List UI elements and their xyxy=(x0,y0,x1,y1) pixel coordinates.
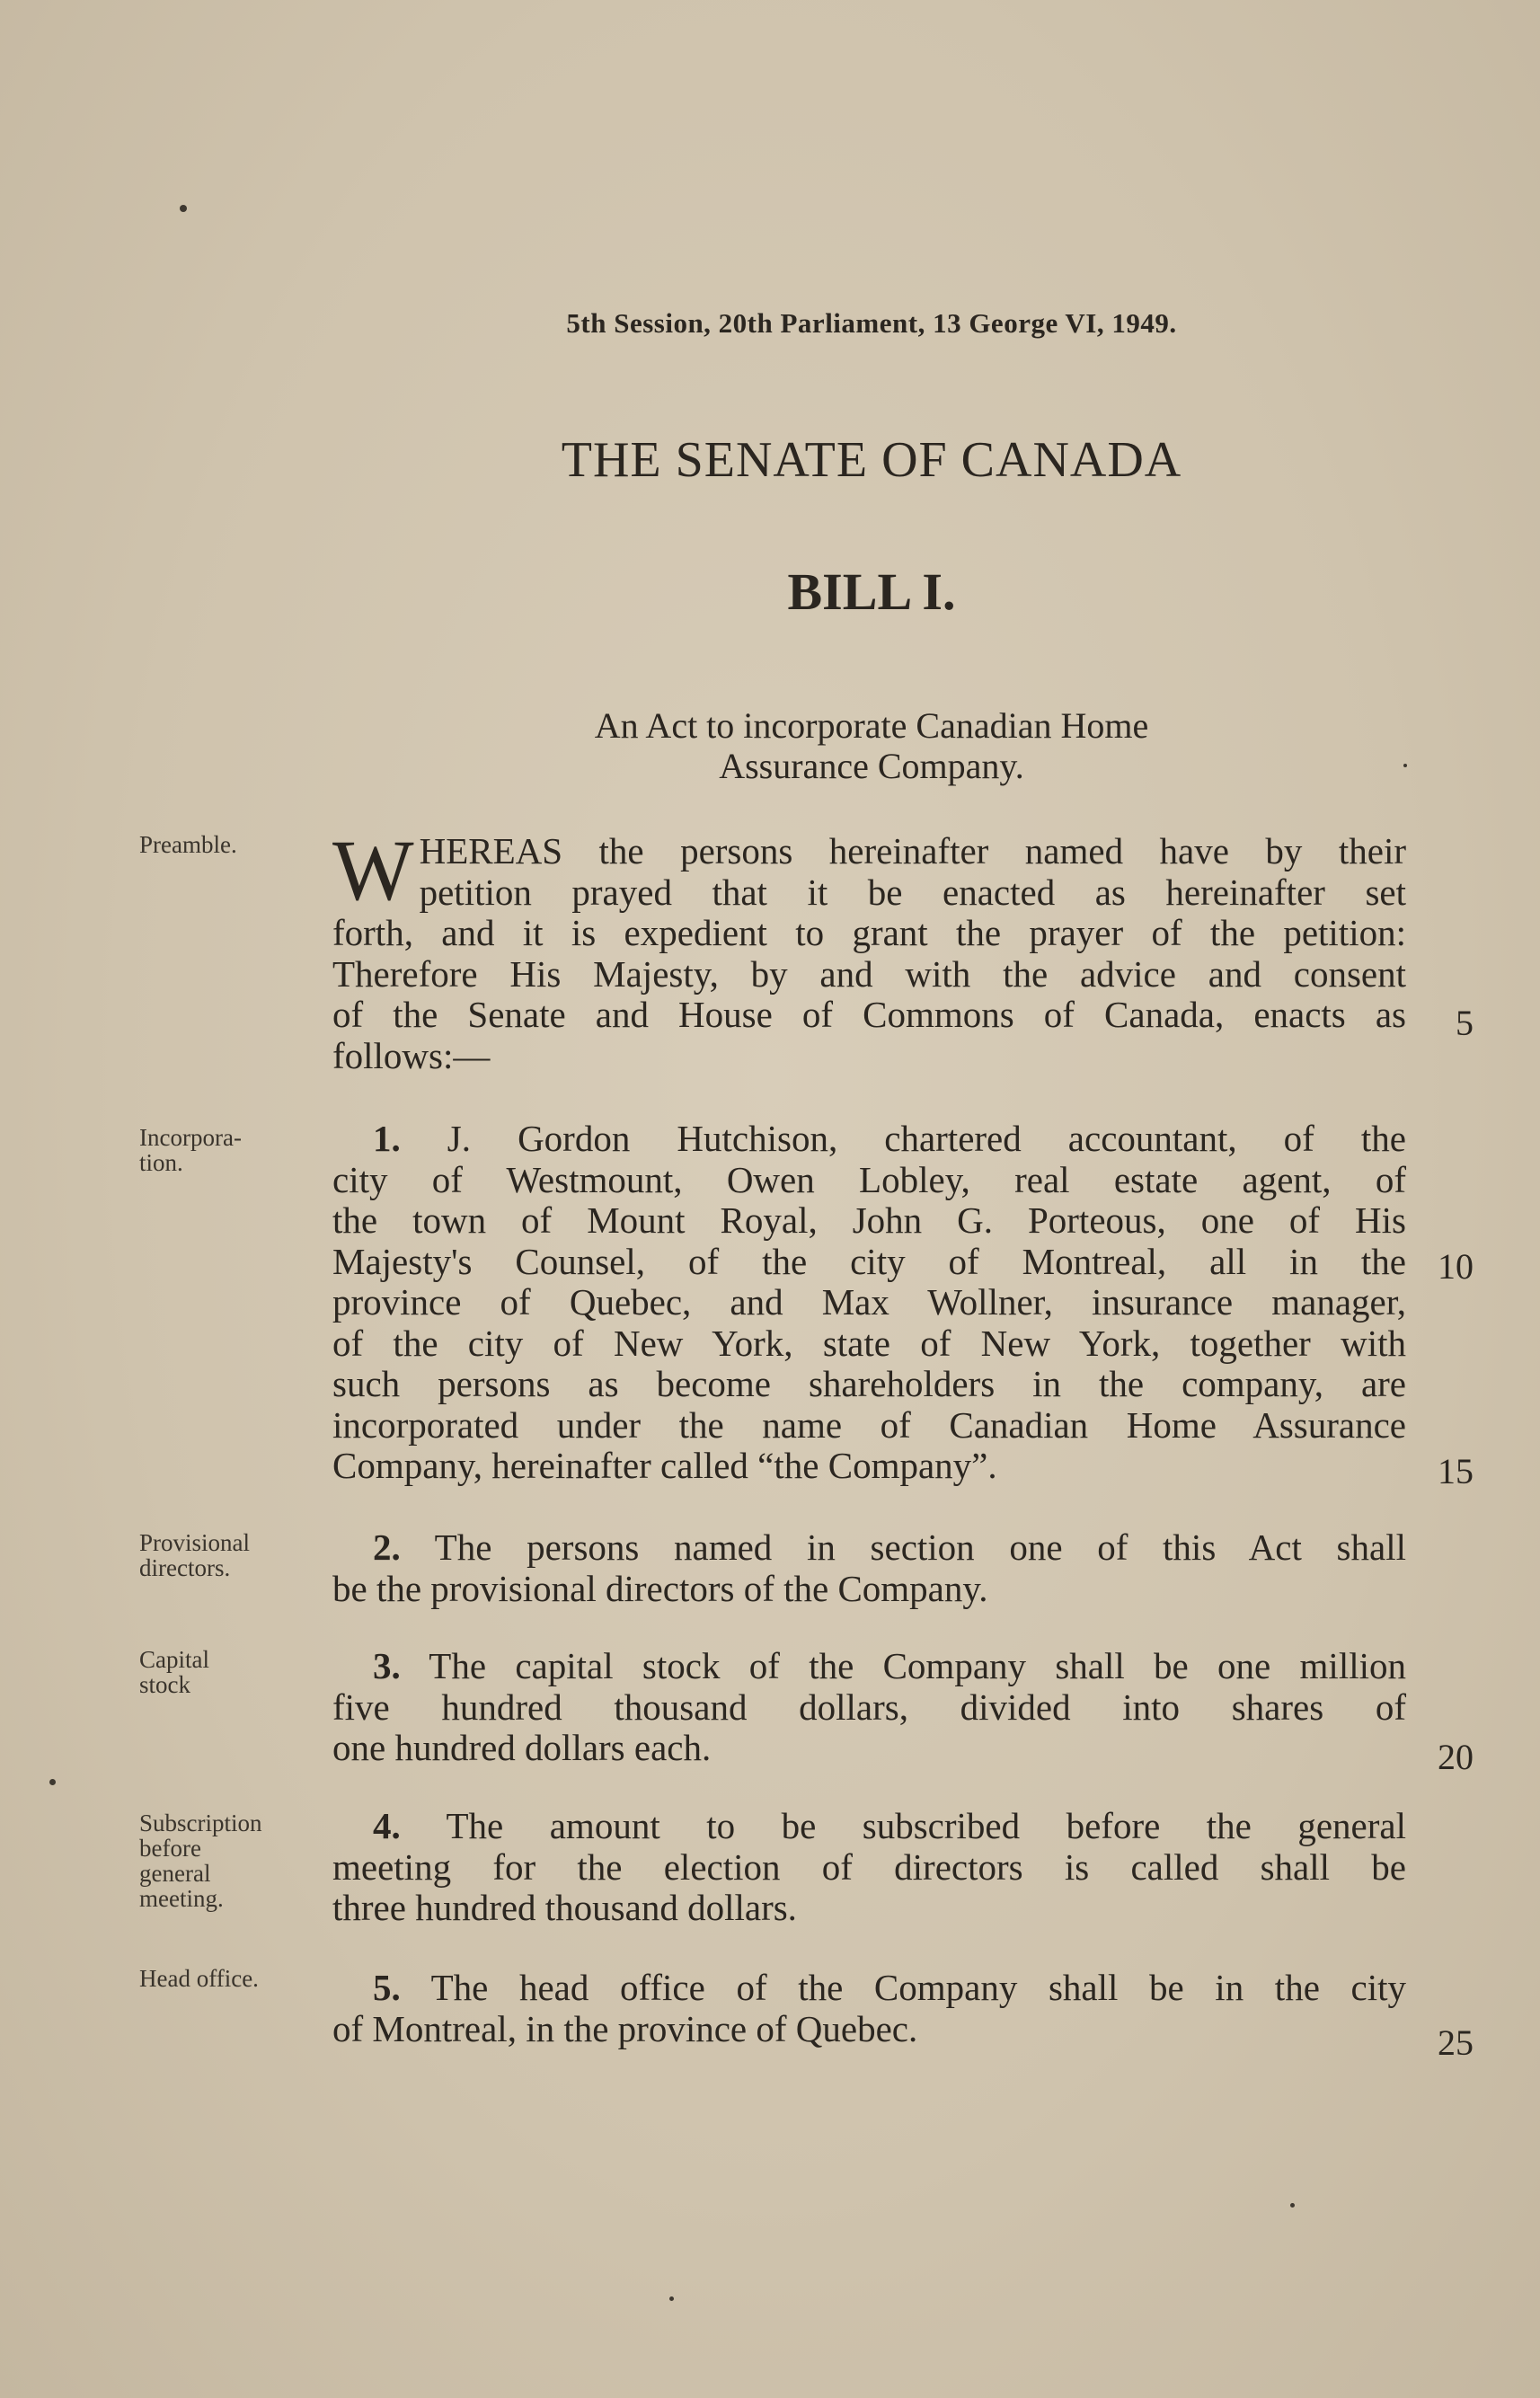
section-line: meeting for the election of directors is called shall be xyxy=(332,1845,1406,1888)
session-heading: 5th Session, 20th Parliament, 13 George VI, 1949. xyxy=(566,307,1177,339)
margin-note-capital-stock: Capital stock xyxy=(139,1646,209,1698)
margin-note-incorporation: Incorpora- tion. xyxy=(139,1124,242,1176)
margin-note-preamble: Preamble. xyxy=(139,831,237,858)
section-line: of Montreal, in the province of Quebec. xyxy=(332,2007,918,2049)
paper-speck xyxy=(1290,2203,1295,2208)
section-5-paragraph xyxy=(332,1968,1406,2049)
section-line: three hundred thousand dollars. xyxy=(332,1887,797,1928)
paper-speck xyxy=(49,1779,56,1785)
section-line xyxy=(332,1646,1406,1687)
section-text: J. Gordon Hutchison, chartered accountant, of the xyxy=(400,1118,1406,1159)
line-number: 20 xyxy=(1438,1737,1474,1777)
act-title xyxy=(0,705,1540,786)
section-line: incorporated under the name of Canadian Home Assurance xyxy=(332,1403,1406,1446)
house-heading: THE SENATE OF CANADA xyxy=(561,432,1182,488)
preamble-line: Therefore His Majesty, by and with the advice and consent xyxy=(332,952,1406,995)
preamble-line: follows:— xyxy=(332,1034,491,1076)
paper-speck xyxy=(1403,764,1407,767)
paper-speck xyxy=(180,205,187,212)
section-2-paragraph xyxy=(332,1527,1406,1609)
drop-cap: W xyxy=(332,822,414,918)
section-4-paragraph xyxy=(332,1806,1406,1929)
section-line: the town of Mount Royal, John G. Porteous, one of His xyxy=(332,1199,1406,1241)
section-text: The persons named in section one of this Act shall xyxy=(400,1526,1406,1568)
section-line xyxy=(332,1968,1406,2009)
section-line: such persons as become shareholders in the company, are xyxy=(332,1363,1406,1404)
act-title-line: An Act to incorporate Canadian Home xyxy=(594,705,1149,746)
bill-title: BILL I. xyxy=(787,562,956,621)
line-number: 5 xyxy=(1456,1003,1474,1043)
section-line: five hundred thousand dollars, divided into shares of xyxy=(332,1686,1406,1728)
section-line: province of Quebec, and Max Wollner, insurance manager, xyxy=(332,1281,1406,1323)
section-line: Company, hereinafter called “the Company”. xyxy=(332,1445,997,1486)
line-number: 10 xyxy=(1438,1246,1474,1287)
section-line xyxy=(332,1806,1406,1847)
section-number: 3. xyxy=(373,1645,401,1686)
preamble-paragraph xyxy=(332,822,1406,1076)
preamble-line: petition prayed that it be enacted as hereinafter set xyxy=(419,871,1406,913)
section-line: be the provisional directors of the Company. xyxy=(332,1567,988,1609)
section-1-paragraph xyxy=(332,1119,1406,1487)
line-number: 25 xyxy=(1438,2022,1474,2063)
margin-note-provisional-directors: Provisional directors. xyxy=(139,1529,251,1581)
section-text: The amount to be subscribed before the general xyxy=(400,1805,1406,1846)
section-text: The capital stock of the Company shall be one million xyxy=(400,1645,1406,1686)
section-line: Majesty's Counsel, of the city of Montreal, all in the xyxy=(332,1240,1406,1282)
section-line: of the city of New York, state of New York, together with xyxy=(332,1322,1406,1364)
section-3-paragraph xyxy=(332,1646,1406,1769)
section-number: 5. xyxy=(373,1967,401,2008)
section-text: The head office of the Company shall be in the city xyxy=(400,1967,1406,2008)
paper-speck xyxy=(669,2296,674,2301)
act-title-line: Assurance Company. xyxy=(719,746,1024,786)
section-line xyxy=(332,1527,1406,1569)
section-line: city of Westmount, Owen Lobley, real estate agent, of xyxy=(332,1158,1406,1200)
section-line xyxy=(332,1119,1406,1160)
section-line: one hundred dollars each. xyxy=(332,1727,712,1768)
margin-note-subscription: Subscription before general meeting. xyxy=(139,1810,262,1912)
margin-note-head-office: Head office. xyxy=(139,1965,259,1992)
section-number: 1. xyxy=(373,1118,401,1159)
preamble-line: HEREAS the persons hereinafter named have by their xyxy=(419,830,1406,872)
section-number: 4. xyxy=(373,1805,401,1846)
line-number: 15 xyxy=(1438,1451,1474,1491)
preamble-line: of the Senate and House of Commons of Canada, enacts as xyxy=(332,994,1406,1035)
preamble-line: forth, and it is expedient to grant the prayer of the petition: xyxy=(332,912,1406,953)
section-number: 2. xyxy=(373,1526,401,1568)
